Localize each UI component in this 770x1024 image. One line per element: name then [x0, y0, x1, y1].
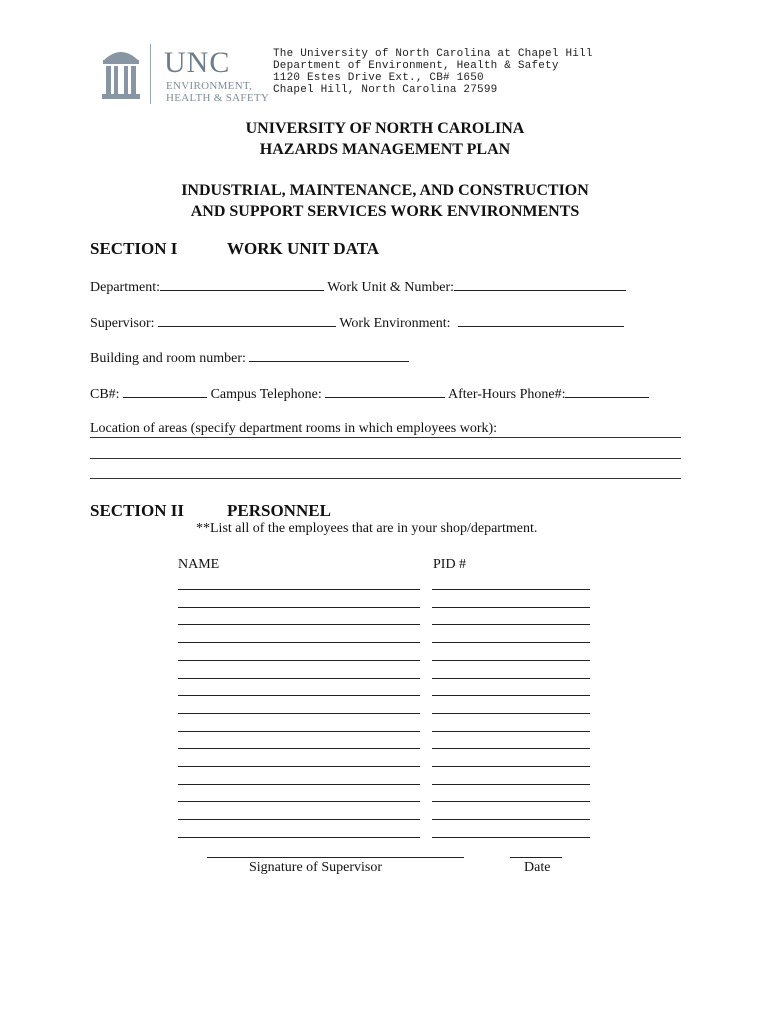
pid-entry-line[interactable] [432, 784, 590, 785]
address-line: Chapel Hill, North Carolina 27599 [273, 84, 498, 96]
name-entry-line[interactable] [178, 695, 420, 696]
name-entry-line[interactable] [178, 837, 420, 838]
personnel-instruction: **List all of the employees that are in your shop/department. [196, 521, 538, 536]
pid-entry-line[interactable] [432, 731, 590, 732]
pid-entry-line[interactable] [432, 837, 590, 838]
pid-entry-line[interactable] [432, 766, 590, 767]
contact-row [90, 385, 649, 403]
address-line: 1120 Estes Drive Ext., CB# 1650 [273, 72, 484, 84]
signature-line[interactable] [207, 857, 464, 858]
building-row [90, 349, 409, 367]
work-unit-field[interactable] [454, 278, 626, 291]
name-entry-line[interactable] [178, 784, 420, 785]
building-label: Building and room number: [90, 351, 246, 366]
name-entry-line[interactable] [178, 624, 420, 625]
pid-entry-line[interactable] [432, 660, 590, 661]
department-label: Department: [90, 280, 160, 295]
section-2-title: PERSONNEL [227, 501, 331, 520]
title-block-2 [0, 180, 770, 222]
after-hours-field[interactable] [565, 385, 649, 398]
pid-entry-line[interactable] [432, 678, 590, 679]
title-block-1 [0, 118, 770, 160]
logo-unc-text: UNC [164, 46, 231, 79]
location-line-3[interactable] [90, 478, 681, 479]
cb-field[interactable] [123, 385, 207, 398]
pid-entry-line[interactable] [432, 607, 590, 608]
section-1-title: WORK UNIT DATA [227, 239, 380, 258]
work-unit-label: Work Unit & Number: [327, 280, 455, 295]
address-block [273, 48, 593, 96]
unc-logo [100, 44, 270, 106]
work-environment-field[interactable] [458, 314, 624, 327]
pid-entry-line[interactable] [432, 819, 590, 820]
building-field[interactable] [249, 349, 409, 362]
logo-sub-line2: HEALTH & SAFETY [166, 92, 270, 104]
date-label: Date [524, 860, 551, 875]
pid-entry-line[interactable] [432, 642, 590, 643]
campus-telephone-field[interactable] [325, 385, 445, 398]
after-hours-label: After-Hours Phone#: [447, 387, 566, 402]
logo-divider [150, 44, 151, 104]
pid-entry-line[interactable] [432, 748, 590, 749]
supervisor-label: Supervisor: [90, 316, 155, 331]
title-university: UNIVERSITY OF NORTH CAROLINA [245, 120, 525, 137]
pid-entry-line[interactable] [432, 589, 590, 590]
location-line-1[interactable] [90, 437, 681, 438]
pid-column-header: PID # [433, 557, 467, 572]
supervisor-row [90, 314, 624, 332]
name-entry-line[interactable] [178, 678, 420, 679]
location-label: Location of areas (specify department rooms in which employees work): [90, 421, 498, 436]
title-environments-2: AND SUPPORT SERVICES WORK ENVIRONMENTS [190, 203, 580, 220]
department-row [90, 278, 626, 296]
name-column-header: NAME [178, 557, 220, 572]
pid-entry-line[interactable] [432, 801, 590, 802]
name-entry-line[interactable] [178, 642, 420, 643]
title-plan: HAZARDS MANAGEMENT PLAN [259, 141, 511, 158]
old-well-icon [100, 46, 142, 102]
name-entry-line[interactable] [178, 766, 420, 767]
pid-entry-line[interactable] [432, 695, 590, 696]
date-line[interactable] [510, 857, 562, 858]
name-entry-line[interactable] [178, 713, 420, 714]
address-line: The University of North Carolina at Chapel Hill [273, 48, 593, 60]
supervisor-field[interactable] [158, 314, 336, 327]
name-entry-line[interactable] [178, 589, 420, 590]
pid-entry-line[interactable] [432, 713, 590, 714]
section-1-number: SECTION I [90, 239, 178, 258]
name-entry-line[interactable] [178, 748, 420, 749]
work-environment-label: Work Environment: [339, 316, 451, 331]
pid-entry-line[interactable] [432, 624, 590, 625]
signature-label: Signature of Supervisor [249, 860, 382, 875]
name-entry-line[interactable] [178, 731, 420, 732]
department-field[interactable] [160, 278, 324, 291]
name-entry-line[interactable] [178, 801, 420, 802]
name-entry-line[interactable] [178, 660, 420, 661]
name-entry-line[interactable] [178, 819, 420, 820]
location-line-2[interactable] [90, 458, 681, 459]
campus-telephone-label: Campus Telephone: [210, 387, 322, 402]
address-line: Department of Environment, Health & Safety [273, 60, 559, 72]
name-entry-line[interactable] [178, 607, 420, 608]
cb-label: CB#: [90, 387, 120, 402]
section-2-number: SECTION II [90, 501, 185, 520]
title-environments-1: INDUSTRIAL, MAINTENANCE, AND CONSTRUCTION [181, 182, 589, 199]
logo-sub-line1: ENVIRONMENT, [166, 80, 253, 92]
